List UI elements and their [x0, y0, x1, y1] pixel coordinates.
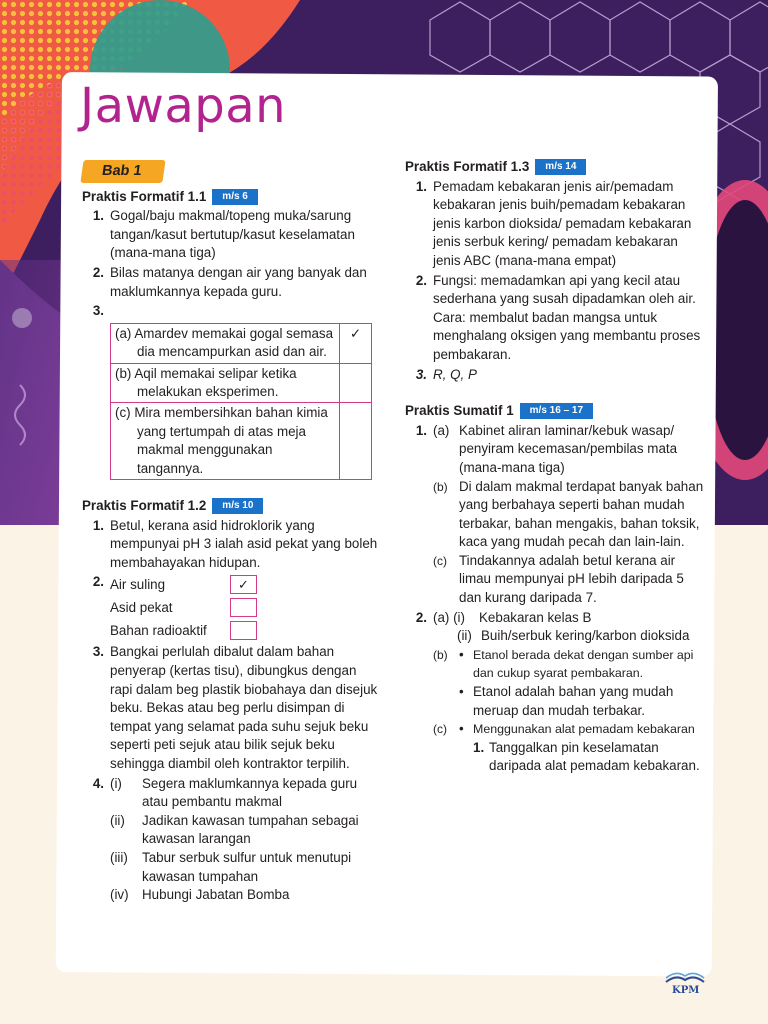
bullet-icon: •: [459, 684, 464, 700]
bullet-item: [459, 683, 705, 720]
page-title: Jawapan: [80, 78, 287, 134]
section-header-pf11: [82, 188, 382, 207]
sub-answer-list: [110, 775, 382, 905]
sub-text: Kabinet aliran laminar/kebuk wasap/ penyiram kecemasan/pembilas mata (mana-mana tiga): [459, 422, 678, 475]
question-number: 1.: [92, 517, 104, 533]
sub-label: (b): [433, 647, 448, 662]
checkbox: [230, 621, 257, 640]
section-header-pf13: [405, 158, 705, 177]
step-number: 1.: [473, 739, 485, 755]
table-cell: (a) Amardev memakai gogal semasa dia mencampurkan asid dan air.: [111, 323, 340, 363]
question-item: [405, 609, 705, 776]
question-item: [82, 517, 382, 573]
question-item: [82, 573, 382, 642]
question-number: 1.: [92, 208, 104, 224]
sub-text: Segera maklumkannya kepada guru atau pembantu makmal: [142, 775, 358, 810]
sub-answer: [433, 609, 705, 628]
answer-text: Bilas matanya dengan air yang banyak dan maklumkannya kepada guru.: [110, 264, 367, 299]
question-number: 4.: [92, 775, 104, 791]
sub-text: Di dalam makmal terdapat banyak bahan yang berbahaya seperti bahan mudah terbakar, bahan mengakis, bahan toksik, kaca yang mudah pecah dan lain-lain.: [459, 478, 704, 550]
answer-table: [110, 323, 372, 480]
sub-label: (ii): [457, 628, 472, 644]
bullet-item: [459, 646, 705, 683]
check-cell: [340, 403, 372, 480]
question-number: 2.: [92, 264, 104, 280]
sub-label: (c): [433, 553, 447, 568]
checkbox-label: Asid pekat: [110, 599, 173, 615]
question-item: [82, 207, 382, 263]
bullet-item: [459, 720, 705, 739]
table-row: [111, 363, 372, 403]
checkbox-label: Bahan radioaktif: [110, 622, 207, 638]
sub-text: Buih/serbuk kering/karbon dioksida: [481, 628, 690, 644]
sub-text: Tabur serbuk sulfur untuk menutupi kawasan tumpahan: [142, 849, 352, 884]
checkbox-row: [110, 619, 382, 642]
sub-text: Hubungi Jabatan Bomba: [142, 887, 290, 903]
page-badge: m/s 6: [212, 189, 258, 205]
question-number: 2.: [92, 574, 104, 590]
section-title: Praktis Formatif 1.2: [82, 498, 207, 513]
answer-text: Gogal/baju makmal/topeng muka/sarung tangan/kasut bertutup/kasut keselamatan (mana-mana tiga): [110, 208, 355, 261]
checkbox-list: [110, 573, 382, 642]
question-number: 3.: [415, 366, 427, 382]
sub-answer: [110, 849, 382, 886]
sub-answer: [110, 775, 382, 812]
question-number: 3.: [92, 303, 104, 319]
sub-answer: [433, 552, 705, 608]
sub-answer: [433, 478, 705, 552]
question-number: 2.: [415, 609, 427, 625]
sub-answer-list: [433, 609, 705, 776]
page-badge: m/s 16 – 17: [520, 403, 593, 419]
checkbox-row: [110, 596, 382, 619]
sub-answer: [110, 886, 382, 905]
page-badge: m/s 10: [212, 498, 263, 514]
sub-answer: [110, 812, 382, 849]
bullet-list: [459, 646, 705, 720]
answer-text: Cara: membalut badan mangsa untuk menghalang oksigen yang membantu proses pembakaran.: [433, 309, 701, 362]
question-item: [82, 264, 382, 301]
sub-label: (a): [433, 422, 450, 438]
check-cell: ✓: [340, 323, 372, 363]
answer-text: Bangkai perlulah dibalut dalam bahan penyerap (kertas tisu), dibungkus dengan rapi dalam beg plastik biobahaya dan disejuk beku. Bekas atau beg perlu disimpan di tempat yang selamat pada suhu sejuk beku seperti peti sejuk atau bilik sejuk beku sehingga diambil oleh kontraktor terpilih.: [110, 644, 378, 771]
sub-label: (ii): [110, 812, 125, 828]
sub-text: Tindakannya adalah betul kerana air limau mempunyai pH lebih daripada 5 dan kurang daripada 7.: [459, 552, 684, 606]
question-item: [405, 178, 705, 271]
bullet-text: Etanol adalah bahan yang mudah meruap dan mudah terbakar.: [473, 684, 674, 718]
answer-block: [433, 272, 705, 365]
table-cell: (b) Aqil memakai selipar ketika melakukan eksperimen.: [111, 363, 340, 403]
checkbox: [230, 598, 257, 617]
checkbox-row: [110, 573, 382, 596]
sub-label: (c): [433, 722, 447, 737]
sub-label: (iv): [110, 887, 129, 903]
question-number: 1.: [415, 422, 427, 438]
question-number: 1.: [415, 178, 427, 194]
sub-label: (b): [433, 479, 448, 494]
answer-text: R, Q, P: [433, 366, 477, 382]
checkbox: ✓: [230, 575, 257, 594]
right-column: [405, 158, 705, 776]
table-row: [111, 323, 372, 363]
question-number: 3.: [92, 644, 104, 660]
section-title: Praktis Formatif 1.1: [82, 188, 207, 204]
bullet-icon: •: [459, 721, 464, 737]
question-item: [405, 366, 705, 385]
answer-text: Fungsi: memadamkan api yang kecil atau sederhana yang susah dipadamkan oleh air.: [433, 272, 696, 307]
left-column: [82, 160, 382, 905]
sub-label: (i): [110, 775, 122, 791]
sub-label: (iii): [110, 849, 128, 865]
step-item: [459, 739, 705, 776]
bullet-text: Etanol berada dekat dengan sumber api dan cukup syarat pembakaran.: [473, 647, 694, 681]
table-row: [111, 403, 372, 480]
step-text: Tanggalkan pin keselamatan daripada alat pemadam kebakaran.: [489, 739, 700, 774]
question-item: [82, 775, 382, 905]
bullet-list: [459, 720, 705, 776]
question-item: [82, 643, 382, 773]
logo-text: KPM: [672, 985, 700, 996]
question-item: [82, 302, 382, 321]
sub-text: Kebakaran kelas B: [479, 609, 592, 625]
bullet-icon: •: [459, 646, 464, 662]
bullet-text: Menggunakan alat pemadam kebakaran: [473, 722, 695, 737]
section-header-pf12: [82, 497, 382, 516]
page-badge: m/s 14: [535, 159, 586, 175]
answer-content: [62, 72, 718, 972]
table-cell: (c) Mira membersihkan bahan kimia yang tertumpah di atas meja makmal menggunakan tangannya.: [111, 403, 340, 480]
answer-text: Betul, kerana asid hidroklorik yang mempunyai pH 3 ialah asid pekat yang boleh membahayakan hidupan.: [110, 517, 378, 570]
sub-answer-list: [433, 422, 705, 608]
sub-answer: [433, 422, 705, 478]
chapter-label: Bab 1: [80, 160, 165, 183]
section-title: Praktis Sumatif 1: [405, 403, 514, 419]
answer-text: Pemadam kebakaran jenis air/pemadam kebakaran jenis buih/pemadam kebakaran jenis karbon dioksida/ pemadam kebakaran jenis serbuk kering/ pemadam kebakaran jenis ABC (mana-mana empat): [433, 178, 692, 268]
sub-text: Jadikan kawasan tumpahan sebagai kawasan larangan: [142, 812, 359, 847]
question-item: [405, 422, 705, 608]
section-header-ps1: [405, 402, 705, 421]
checkbox-label: Air suling: [110, 576, 166, 592]
sub-answer: [433, 646, 705, 720]
question-number: 2.: [415, 272, 427, 288]
sub-label: (a) (i): [433, 609, 465, 625]
section-title: Praktis Formatif 1.3: [405, 159, 530, 174]
sub-answer: [433, 720, 705, 776]
check-cell: [340, 363, 372, 403]
sub-answer: [433, 627, 705, 646]
question-item: [405, 272, 705, 365]
